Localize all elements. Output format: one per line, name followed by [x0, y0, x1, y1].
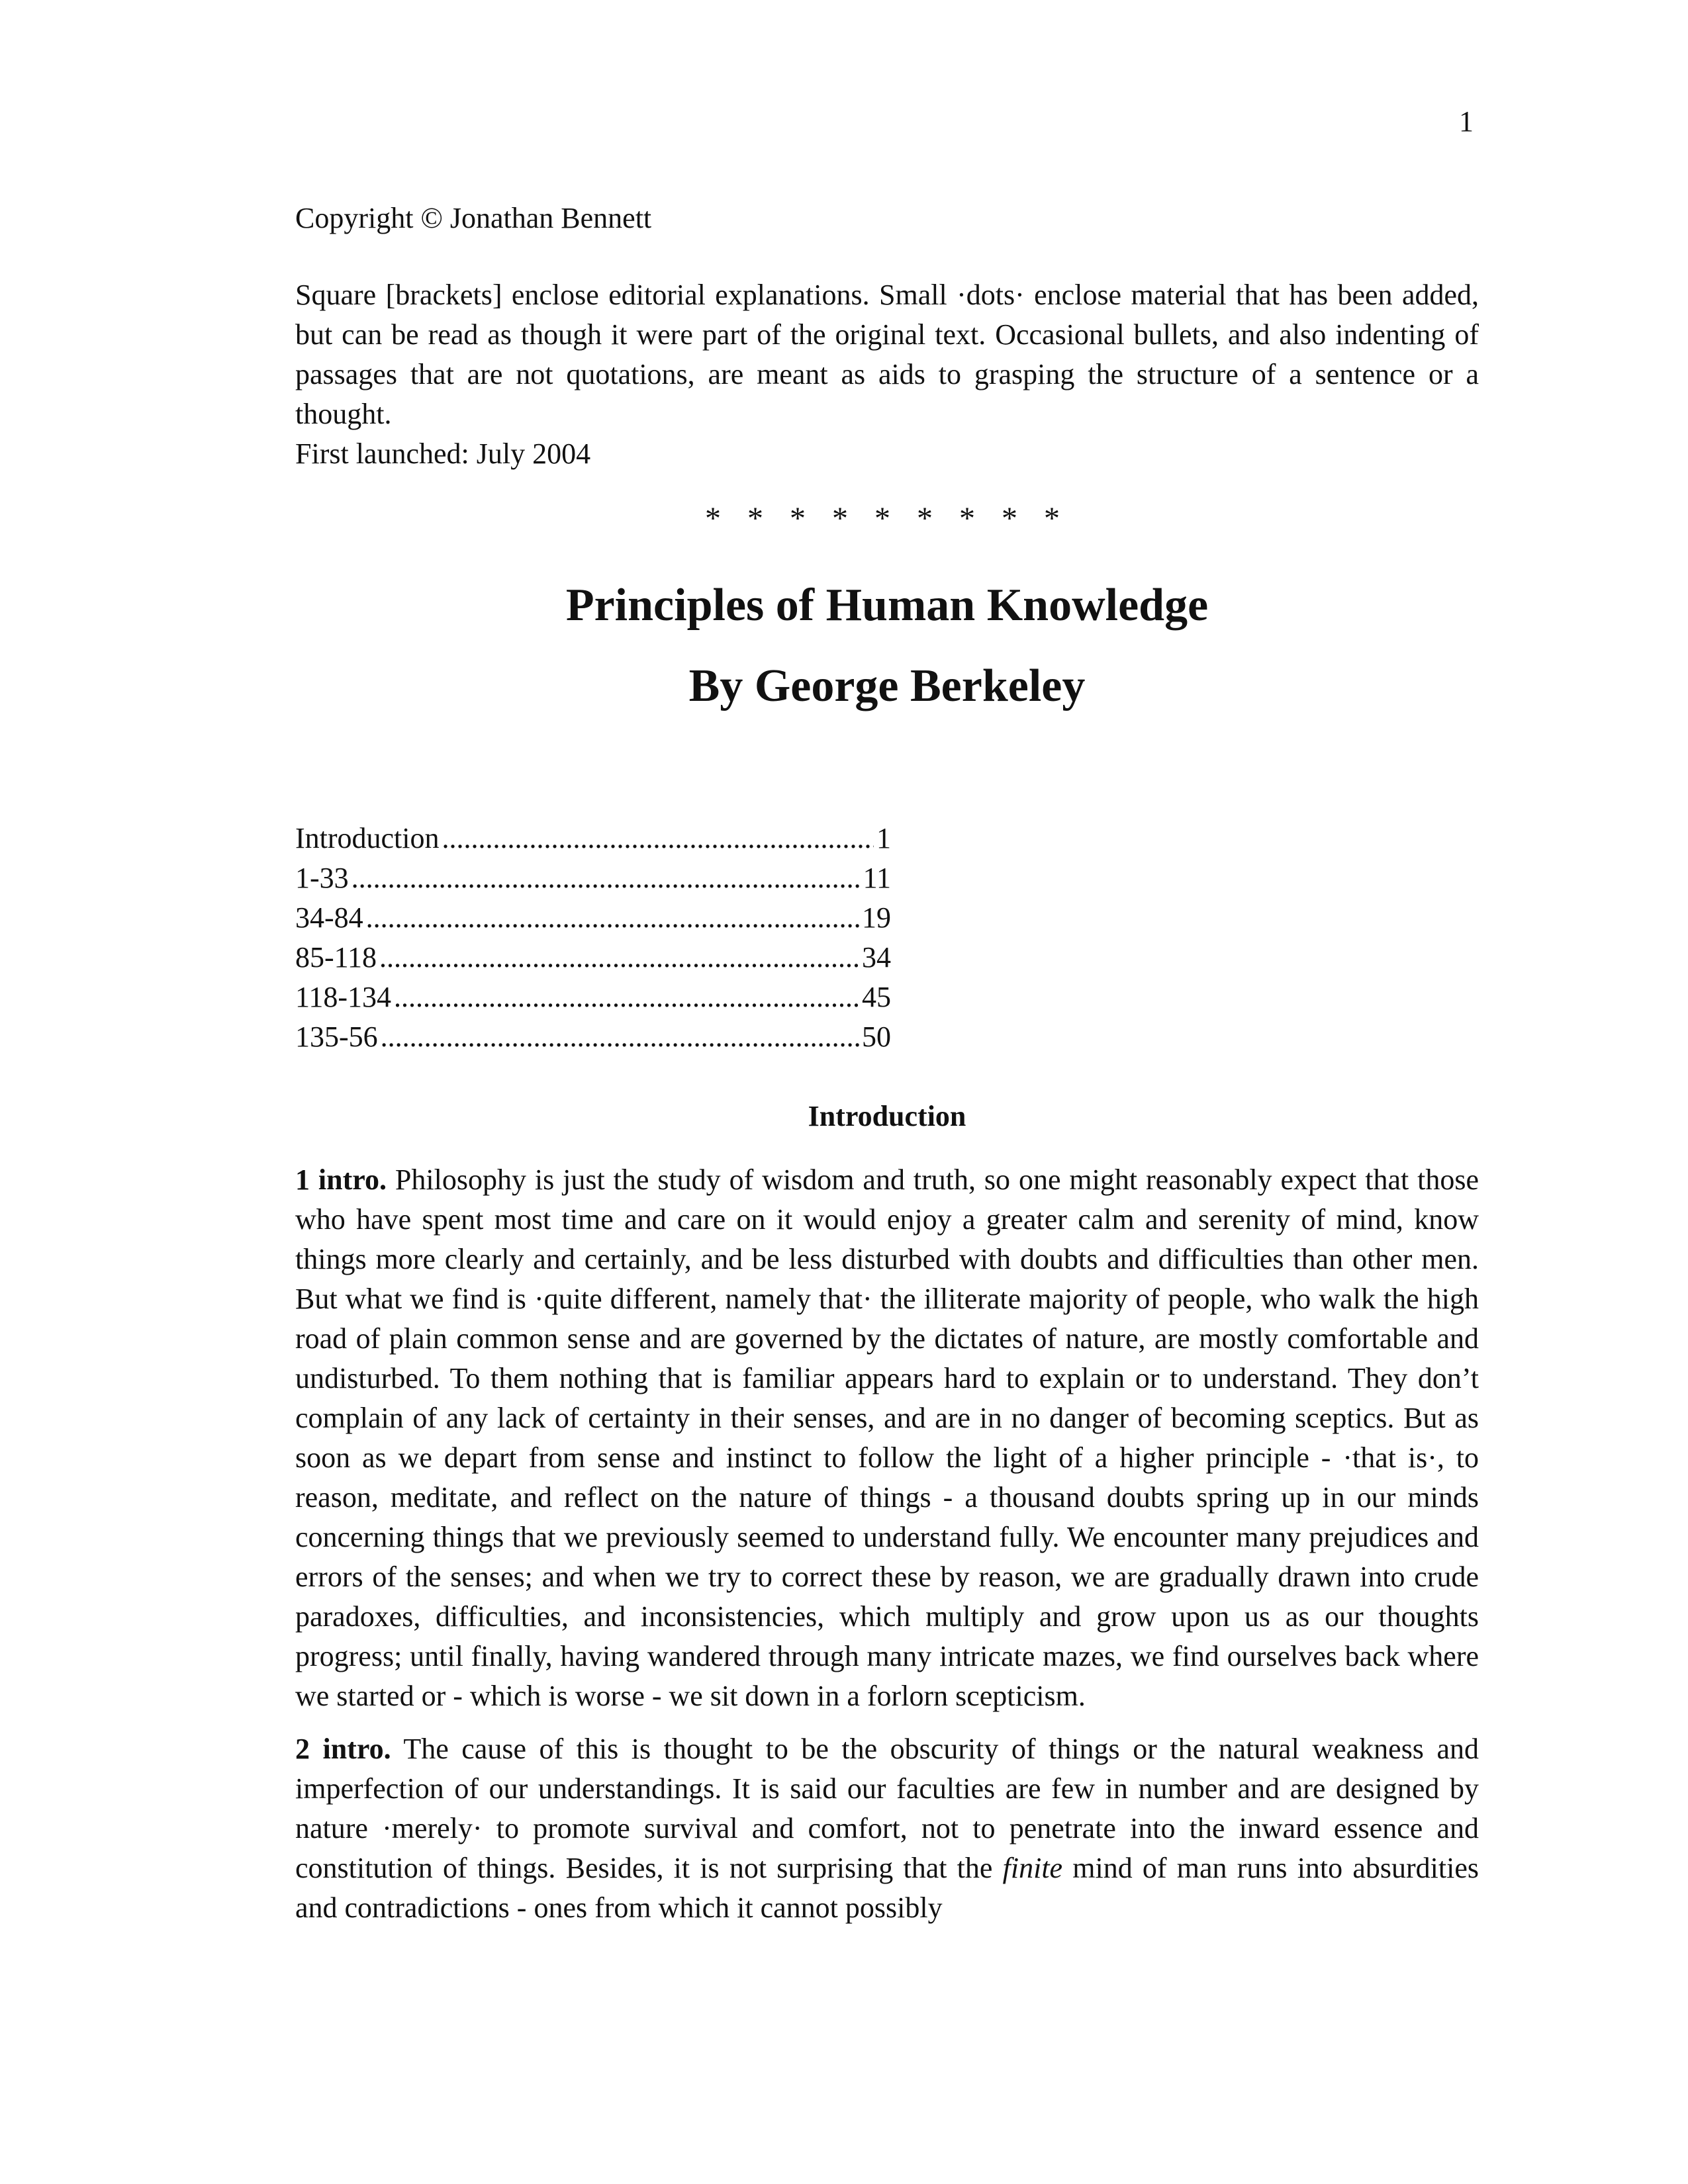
- toc-entry-label: 135-56: [295, 1021, 378, 1053]
- paragraph-text: mind of man runs into absurdities and contradictions - ones from which it cannot possibly: [295, 1852, 1479, 1924]
- toc-leader-dots: [394, 978, 859, 1017]
- toc-entry[interactable]: [295, 1017, 891, 1057]
- toc-entry[interactable]: [295, 858, 891, 898]
- section-heading: Introduction: [808, 1100, 966, 1132]
- toc-entry-page: 19: [862, 901, 891, 934]
- document-title: Principles of Human Knowledge: [565, 580, 1209, 631]
- toc-entry-label: 85-118: [295, 941, 377, 974]
- toc-entry-label: Introduction: [295, 822, 440, 854]
- section-separator: * * * * * * * * *: [705, 501, 1069, 536]
- paragraph-intro-1: [295, 1160, 1479, 1716]
- copyright-notice: Copyright © Jonathan Bennett: [295, 202, 652, 234]
- toc-entry[interactable]: [295, 819, 891, 858]
- toc-entry-label: 1-33: [295, 862, 349, 894]
- toc-leader-dots: [442, 819, 874, 858]
- document-body: [295, 199, 1479, 1928]
- paragraph-text: Philosophy is just the study of wisdom and truth, so one might reasonably expect that those who have spent most time and care on it would enjoy a greater calm and serenity of mind, know things more clearly and certainly, and be less disturbed with doubts and difficulties than other men. But what we find is ·quite different, namely that· the illiterate majority of people, who walk the high road of plain common sense and are governed by the dictates of nature, are mostly comfortable and undisturbed. To them nothing that is familiar appears hard to explain or to understand. They don’t complain of any lack of certainty in their senses, and are in no danger of becoming sceptics. But as soon as we depart from sense and instinct to follow the light of a higher principle - ·that is·, to reason, meditate, and reflect on the nature of things - a thousand doubts spring up in our minds concerning things that we previously seemed to understand fully. We encounter many prejudices and errors of the senses; and when we try to correct these by reason, we are gradually drawn into crude paradoxes, difficulties, and inconsistencies, which multiply and grow upon us as our thoughts progress; until finally, having wandered through many intricate mazes, we find ourselves back where we started or - which is worse - we sit down in a forlorn scepticism.: [295, 1163, 1479, 1712]
- page-number: 1: [1459, 105, 1474, 138]
- toc-leader-dots: [366, 898, 859, 938]
- paragraph-label: 1 intro.: [295, 1163, 387, 1196]
- paragraph-intro-2: [295, 1729, 1479, 1928]
- editorial-note: Square [brackets] enclose editorial explanations. Small ·dots· enclose material that has been added, but can be read as though it were part of the original text. Occasional bullets, and also indenting of passages that are not quotations, are meant as aids to grasping the structure of a sentence or a thought.: [295, 279, 1479, 430]
- toc-entry-page: 11: [863, 862, 891, 894]
- toc-entry-page: 45: [862, 981, 891, 1013]
- toc-entry[interactable]: [295, 938, 891, 978]
- toc-leader-dots: [379, 938, 859, 978]
- toc-entry-label: 34-84: [295, 901, 363, 934]
- paragraph-label: 2 intro.: [295, 1733, 391, 1765]
- toc-entry-label: 118-134: [295, 981, 392, 1013]
- document-author: By George Berkeley: [688, 660, 1086, 711]
- toc-entry-page: 1: [876, 822, 891, 854]
- toc-entry[interactable]: [295, 898, 891, 938]
- first-launched: First launched: July 2004: [295, 437, 591, 470]
- toc-entry[interactable]: [295, 978, 891, 1017]
- toc-entry-page: 50: [862, 1021, 891, 1053]
- paragraph-text: The cause of this is thought to be the obscurity of things or the natural weakness and imperfection of our understandings. It is said our faculties are few in number and are designed by nature ·merely· to promote survival and comfort, not to penetrate into the inward essence and constitution of things. Besides, it is not surprising that the: [295, 1733, 1479, 1884]
- toc-entry-page: 34: [862, 941, 891, 974]
- paragraph-emphasis: finite: [1002, 1852, 1063, 1884]
- table-of-contents: [295, 819, 891, 1057]
- toc-leader-dots: [381, 1017, 859, 1057]
- toc-leader-dots: [352, 858, 861, 898]
